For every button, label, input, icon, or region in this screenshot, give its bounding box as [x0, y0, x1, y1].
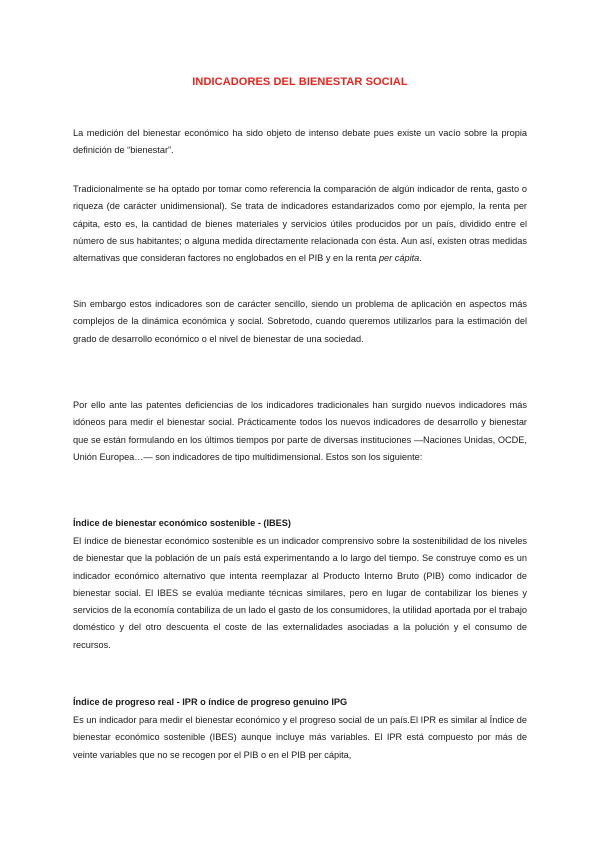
intro-paragraph: La medición del bienestar económico ha sido objeto de intenso debate pues existe un vacío sobre la propia definición de “bienestar”.	[73, 128, 527, 156]
new-indicators-paragraph: Por ello ante las patentes deficiencias de los indicadores tradicionales han surgido nuevos indicadores más idóneos para medir el bienestar social. Prácticamente todos los nuevos indicadores de desarrollo y bienestar que se están formulando en los últimos tiempos por parte de diversas instituciones —Naciones Unidas, OCDE, Unión Europea…— son indicadores de tipo multidimensional. Estos son los siguiente:	[73, 400, 527, 462]
paragraph-text: Tradicionalmente se ha optado por tomar como referencia la comparación de algún indicador de renta, gasto o riqueza (de carácter unidimensional). Se trata de indicadores estandarizados como por ejemplo, la renta per cápita, esto es, la cantidad de bienes materiales y servicios útiles producidos por un país, dividido entre el número de sus habitantes; o alguna medida directamente relacionada con ésta. Aun así, existen otras medidas alternativas que consideran factores no englobados en el PIB y en la renta	[73, 184, 527, 264]
paragraph-end: .	[419, 253, 422, 264]
section-heading-ipr: Índice de progreso real - IPR o índice de progreso genuino IPG	[73, 697, 348, 707]
limitations-paragraph: Sin embargo estos indicadores son de carácter sencillo, siendo un problema de aplicación en aspectos más complejos de la dinámica económica y social. Sobretodo, cuando queremos utilizarlos para la estimación del grado de desarrollo económico o el nivel de bienestar de una sociedad.	[73, 299, 527, 344]
traditional-indicators-paragraph	[73, 181, 527, 267]
italic-term: per cápita	[378, 253, 420, 264]
ipr-paragraph: Es un indicador para medir el bienestar económico y el progreso social de un país.El IPR es similar al Índice de bienestar económico sostenible (IBES) aunque incluye más variables. El IPR está compuesto por más de veinte variables que no se recogen por el PIB o en el PIB per cápita,	[73, 715, 527, 760]
section-heading-ibes: Índice de bienestar económico sostenible - (IBES)	[73, 518, 291, 528]
page-title: INDICADORES DEL BIENESTAR SOCIAL	[192, 76, 408, 88]
ibes-paragraph: El índice de bienestar económico sostenible es un indicador comprensivo sobre la sostenibilidad de los niveles de bienestar que la población de un país está experimentando a lo largo del tiempo. Se construye como es un indicador económico alternativo que intenta reemplazar al Producto Interno Bruto (PIB) como indicador de bienestar social. El IBES se evalúa mediante técnicas similares, pero en lugar de contabilizar los bienes y servicios de la economía contabiliza de un lado el gasto de los consumidores, la utilidad aportada por el trabajo doméstico y del otro descuenta el coste de las externalidades asociadas a la polución y el consumo de recursos.	[73, 536, 527, 650]
